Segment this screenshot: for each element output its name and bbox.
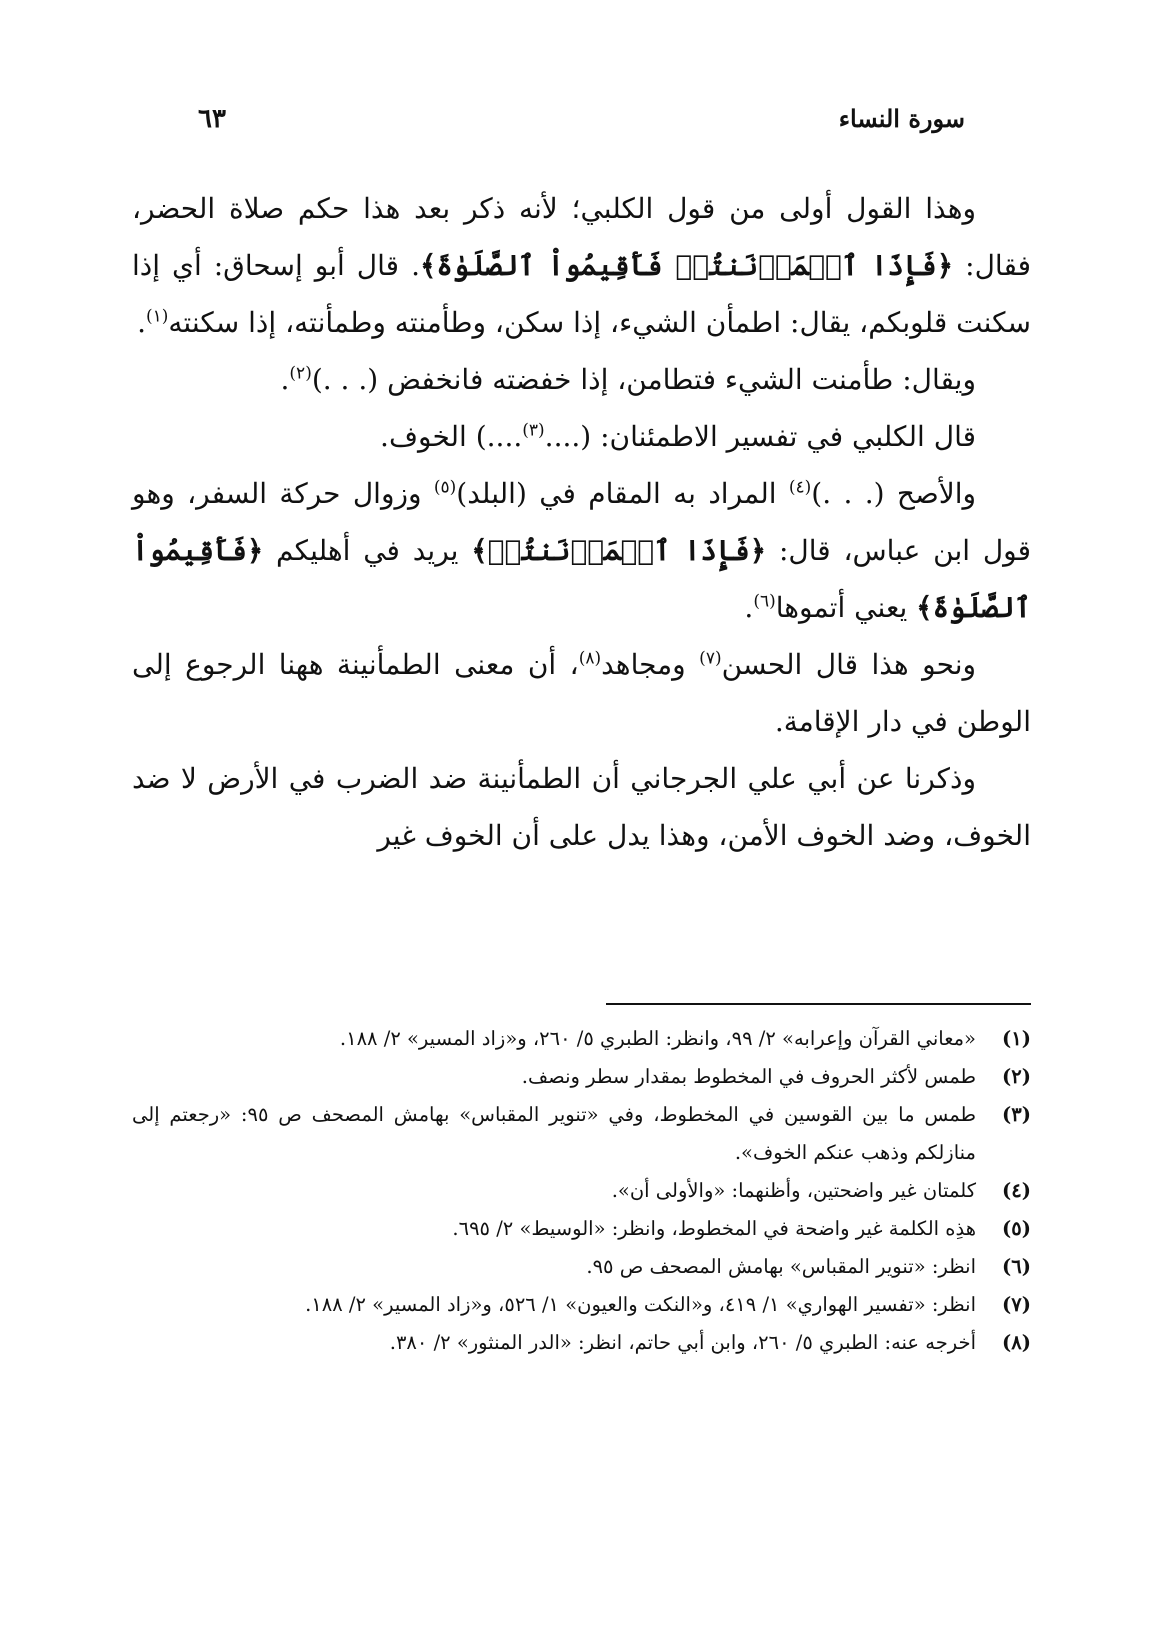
page-number: ٦٣ (198, 104, 226, 134)
text-run: والأصح (. . .) (811, 477, 976, 510)
footnote-reference: (٢) (289, 363, 312, 384)
footnote-text: «معاني القرآن وإعرابه» ٢/ ٩٩، وانظر: الطبري ٥/ ٢٦٠، و«زاد المسير» ٢/ ١٨٨. (339, 1027, 976, 1050)
footnote-reference: (٧) (699, 648, 722, 669)
text-run: ونحو هذا قال الحسن (721, 648, 977, 681)
surah-title: سورة النساء (838, 104, 965, 133)
text-run: ويقال: طأمنت الشيء فتطامن، إذا خفضته فانخفض (. . .) (311, 363, 976, 396)
footnote-number: (٤) (1002, 1179, 1031, 1202)
text-run: المراد به المقام في (البلد) (456, 477, 789, 510)
footnote-text: أخرجه عنه: الطبري ٥/ ٢٦٠، وابن أبي حاتم، انظر: «الدر المنثور» ٢/ ٣٨٠. (389, 1331, 976, 1354)
footnote-reference: (٦) (753, 591, 776, 612)
text-run: . قال أبو إسحاق: أي إذا سكنت قلوبكم، يقال: اطمأن الشيء، إذا سكن، وطأمنته وطمأنته، إذا سكنته (132, 249, 1031, 339)
footnote-reference: (٤) (788, 477, 812, 498)
footnote-number: (٦) (1002, 1255, 1031, 1278)
footnote-text: طمس لأكثر الحروف في المخطوط بمقدار سطر ونصف. (521, 1065, 976, 1088)
footnote-text: هذِه الكلمة غير واضحة في المخطوط، وانظر: «الوسيط» ٢/ ٦٩٥. (452, 1217, 976, 1240)
quran-quote: ﴿فَإِذَا ٱطۡمَأۡنَنتُمۡ فَأَقِيمُواْ ٱلصَّلَوٰةَ﴾ (419, 249, 954, 282)
footnote-number: (٨) (1002, 1331, 1031, 1354)
footnote (132, 1286, 1031, 1324)
quran-quote: ﴿فَأَقِيمُواْ ٱلصَّلَوٰةَ﴾ (132, 534, 1031, 624)
footnote (132, 1020, 1031, 1058)
footnote (132, 1058, 1031, 1096)
footnote-reference: (١) (145, 306, 169, 327)
footnote (132, 1172, 1031, 1210)
text-run: ....) الخوف. (380, 420, 523, 453)
text-run: ، أن معنى الطمأنينة ههنا الرجوع إلى الوطن في دار الإقامة. (132, 648, 1031, 738)
footnote-number: (٢) (1002, 1065, 1031, 1088)
footnote-text: طمس ما بين القوسين في المخطوط، وفي «تنوير المقباس» بهامش المصحف ص ٩٥: «رجعتم إلى منازلكم وذهب عنكم الخوف». (132, 1103, 977, 1164)
quran-quote: ﴿فَإِذَا ٱطۡمَأۡنَنتُمۡ﴾ (471, 534, 767, 567)
footnotes (132, 1020, 1031, 1362)
footnote-number: (١) (1002, 1027, 1031, 1050)
footnote-reference: (٨) (578, 648, 602, 669)
footnote-separator (606, 1003, 1031, 1005)
footnote (132, 1096, 1031, 1172)
text-run: . (137, 306, 146, 339)
footnote-number: (٣) (1002, 1103, 1031, 1126)
footnote-reference: (٥) (433, 477, 457, 498)
text-run: . (280, 363, 290, 396)
paragraph (132, 636, 1031, 750)
text-run: ومجاهد (601, 648, 700, 681)
footnote (132, 1324, 1031, 1362)
footnote (132, 1210, 1031, 1248)
text-run: . (744, 591, 754, 624)
paragraph (132, 180, 1031, 351)
footnote-text: كلمتان غير واضحتين، وأظنهما: «والأولى أن». (611, 1179, 976, 1202)
text-run: وذكرنا عن أبي علي الجرجاني أن الطمأنينة ضد الضرب في الأرض لا ضد الخوف، وضد الخوف الأمن، وهذا يدل على أن الخوف غير (132, 762, 1031, 852)
text-run: يريد في أهليكم (263, 534, 472, 567)
text-run: وزوال حركة السفر، وهو قول ابن عباس، قال: (132, 477, 1032, 567)
footnote-number: (٥) (1002, 1217, 1031, 1240)
text-run: وهذا القول أولى من قول الكلبي؛ لأنه ذكر بعد هذا حكم صلاة الحضر، فقال: (132, 192, 1031, 282)
paragraph (132, 465, 1031, 636)
footnote-reference: (٣) (522, 420, 545, 441)
footnote-number: (٧) (1002, 1293, 1031, 1316)
running-header (198, 104, 965, 144)
footnote (132, 1248, 1031, 1286)
text-run: يعني أتموها (775, 591, 917, 624)
paragraph (132, 408, 1031, 465)
footnote-text: انظر: «تفسير الهواري» ١/ ٤١٩، و«النكت والعيون» ١/ ٥٢٦، و«زاد المسير» ٢/ ١٨٨. (305, 1293, 976, 1316)
footnote-text: انظر: «تنوير المقباس» بهامش المصحف ص ٩٥. (586, 1255, 976, 1278)
main-text (132, 180, 1031, 864)
paragraph (132, 351, 1031, 408)
text-run: قال الكلبي في تفسير الاطمئنان: (.... (544, 420, 976, 453)
paragraph (132, 750, 1031, 864)
